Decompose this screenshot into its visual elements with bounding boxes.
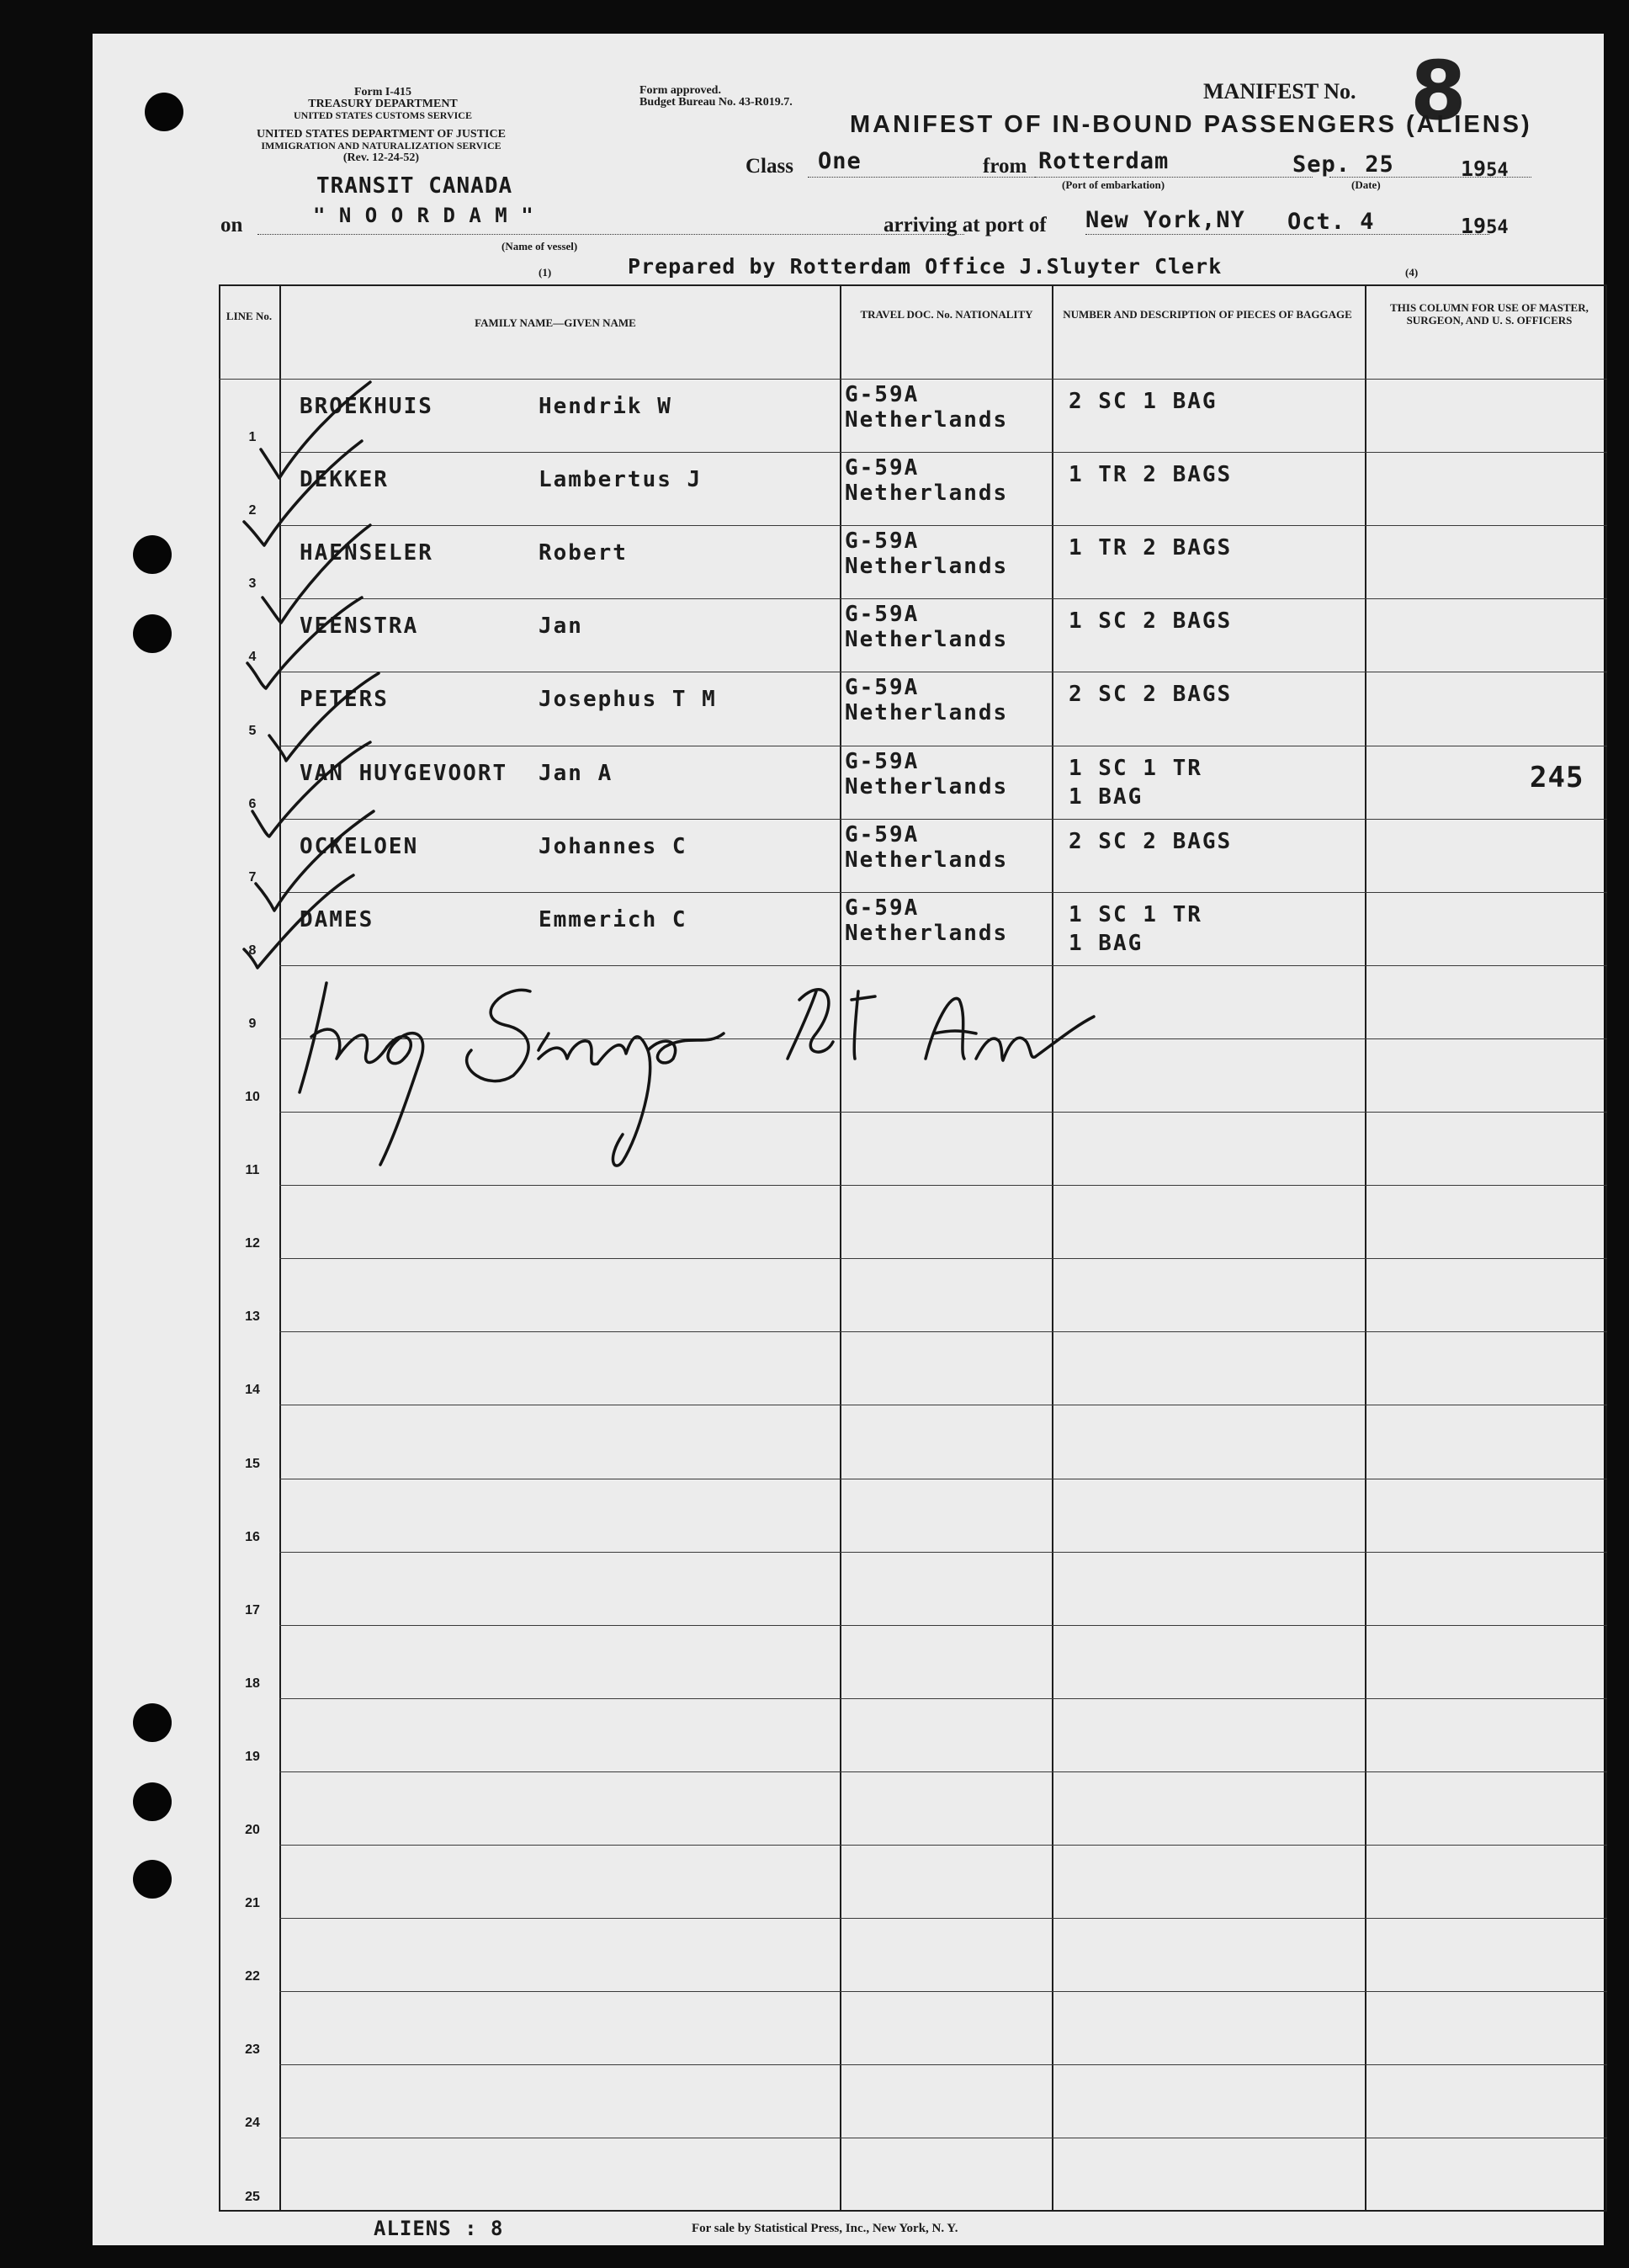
baggage-description: 1 SC 1 TR — [1069, 755, 1202, 781]
binder-hole — [133, 1860, 172, 1899]
col-header-officers: THIS COLUMN FOR USE OF MASTER, SURGEON, AND U. S. OFFICERS — [1390, 301, 1589, 327]
nationality: Netherlands — [845, 554, 1009, 580]
given-name: Hendrik W — [539, 394, 672, 419]
col-header-line: LINE No. — [226, 310, 273, 322]
form-approved: Form approved. — [639, 84, 721, 97]
family-name: VAN HUYGEVOORT — [300, 760, 508, 786]
travel-doc-no: G-59A — [845, 748, 920, 774]
baggage-description: 1 TR 2 BAGS — [1069, 462, 1233, 488]
column-marker-1: (1) — [539, 266, 552, 279]
prepared-by: Prepared by Rotterdam Office J.Sluyter Clerk — [628, 254, 1223, 279]
given-name: Josephus T M — [539, 687, 717, 713]
footer-aliens-count: ALIENS : 8 — [374, 2217, 504, 2240]
baggage-description: 2 SC 1 BAG — [1069, 389, 1218, 414]
line-number: 25 — [245, 2189, 260, 2204]
line-number: 16 — [245, 1529, 260, 1544]
line-number: 21 — [245, 1896, 260, 1911]
col-header-baggage: NUMBER AND DESCRIPTION OF PIECES OF BAGGAGE — [1063, 308, 1352, 321]
nationality: Netherlands — [845, 407, 1009, 433]
manifest-no-label: MANIFEST No. — [1203, 79, 1356, 104]
ins-heading: IMMIGRATION AND NATURALIZATION SERVICE — [261, 140, 501, 151]
line-number: 24 — [245, 2116, 260, 2131]
line-number: 13 — [245, 1309, 260, 1325]
line-number: 11 — [245, 1163, 260, 1178]
binder-hole — [133, 1782, 172, 1821]
travel-doc-no: G-59A — [845, 455, 920, 481]
form-number: Form I-415 — [353, 86, 412, 98]
line-number: 9 — [248, 1016, 257, 1031]
arriving-label: arriving at port of — [883, 214, 1047, 236]
binder-hole — [133, 535, 172, 574]
vessel-caption: (Name of vessel) — [501, 240, 578, 252]
line-number: 3 — [248, 576, 257, 592]
nationality: Netherlands — [845, 920, 1009, 946]
inspector-signature — [286, 966, 1128, 1168]
line-number: 22 — [245, 1969, 260, 1984]
travel-doc-no: G-59A — [845, 602, 920, 628]
binder-hole — [133, 1703, 172, 1742]
from-label: from — [983, 155, 1027, 178]
line-number: 17 — [245, 1602, 260, 1617]
treasury-dept: TREASURY DEPARTMENT — [308, 98, 458, 110]
nationality: Netherlands — [845, 700, 1009, 726]
family-name: VEENSTRA — [300, 613, 419, 640]
binder-hole — [145, 93, 183, 131]
line-number: 14 — [245, 1383, 260, 1398]
line-number: 23 — [245, 2042, 260, 2058]
manifest-number: 8 — [1410, 44, 1467, 138]
line-number: 4 — [248, 650, 257, 665]
family-name: BROEKHUIS — [300, 394, 433, 419]
line-number: 10 — [245, 1090, 260, 1104]
baggage-description-line2: 1 BAG — [1069, 783, 1143, 810]
manifest-page — [93, 34, 1604, 2245]
travel-doc-no: G-59A — [845, 821, 920, 847]
line-number: 5 — [248, 723, 257, 738]
family-name: HAENSELER — [300, 540, 433, 566]
departure-year: 1954 — [1461, 157, 1509, 181]
departure-date: Sep. 25 — [1292, 151, 1394, 178]
passenger-table — [219, 284, 1607, 2212]
nationality: Netherlands — [845, 773, 1009, 799]
family-name: PETERS — [300, 687, 389, 713]
travel-doc-no: G-59A — [845, 528, 920, 555]
port-embarkation-caption: (Port of embarkation) — [1062, 178, 1165, 191]
binder-hole — [133, 614, 172, 653]
on-label: on — [220, 214, 243, 236]
arrival-year: 1954 — [1461, 214, 1509, 238]
revision: (Rev. 12-24-52) — [342, 151, 420, 164]
date-caption: (Date) — [1351, 178, 1381, 191]
baggage-description: 1 TR 2 BAGS — [1069, 535, 1233, 561]
line-number: 12 — [245, 1236, 260, 1251]
officer-annotation: 245 — [1530, 761, 1584, 794]
nationality: Netherlands — [845, 847, 1009, 873]
customs-service: UNITED STATES CUSTOMS SERVICE — [294, 109, 472, 121]
nationality: Netherlands — [845, 481, 1009, 507]
class-value: One — [818, 148, 862, 174]
line-number: 15 — [245, 1456, 260, 1471]
line-number: 20 — [245, 1823, 260, 1837]
budget-bureau: Budget Bureau No. 43-R019.7. — [639, 96, 793, 109]
baggage-description: 1 SC 2 BAGS — [1069, 608, 1233, 635]
travel-doc-no: G-59A — [845, 895, 920, 921]
given-name: Jan A — [539, 760, 613, 786]
class-label: Class — [746, 155, 793, 178]
family-name: DAMES — [300, 906, 374, 932]
baggage-description-line2: 1 BAG — [1069, 930, 1143, 956]
col-header-name: FAMILY NAME—GIVEN NAME — [475, 316, 636, 329]
line-number: 2 — [248, 503, 257, 518]
manifest-title: MANIFEST OF IN-BOUND PASSENGERS (ALIENS) — [850, 111, 1532, 138]
doj-heading: UNITED STATES DEPARTMENT OF JUSTICE — [257, 128, 506, 141]
footer-publisher: For sale by Statistical Press, Inc., New York, N. Y. — [692, 2222, 958, 2235]
check-marks — [236, 365, 404, 971]
port-of-embarkation: Rotterdam — [1038, 148, 1170, 174]
given-name: Lambertus J — [539, 467, 703, 493]
line-number: 18 — [245, 1676, 260, 1691]
arrival-port: New York,NY — [1085, 207, 1245, 233]
baggage-description: 1 SC 1 TR — [1069, 901, 1202, 927]
given-name: Robert — [539, 540, 628, 566]
travel-doc-no: G-59A — [845, 382, 920, 407]
baggage-description: 2 SC 2 BAGS — [1069, 828, 1233, 854]
line-number: 6 — [248, 796, 257, 811]
line-number: 7 — [248, 869, 257, 884]
family-name: OCKELOEN — [300, 833, 419, 859]
given-name: Johannes C — [539, 833, 687, 859]
col-header-travel-doc: TRAVEL DOC. No. NATIONALITY — [860, 308, 1033, 321]
given-name: Jan — [539, 613, 583, 640]
column-marker-4: (4) — [1405, 266, 1419, 279]
transit-canada: TRANSIT CANADA — [316, 173, 513, 199]
arrival-date: Oct. 4 — [1287, 209, 1375, 235]
vessel-name: " N O O R D A M " — [313, 204, 534, 227]
travel-doc-no: G-59A — [845, 675, 920, 701]
line-number: 19 — [245, 1749, 260, 1764]
given-name: Emmerich C — [539, 906, 687, 932]
line-number: 8 — [248, 943, 257, 958]
nationality: Netherlands — [845, 627, 1009, 653]
line-number: 1 — [248, 430, 257, 445]
baggage-description: 2 SC 2 BAGS — [1069, 682, 1233, 708]
family-name: DEKKER — [300, 467, 389, 493]
